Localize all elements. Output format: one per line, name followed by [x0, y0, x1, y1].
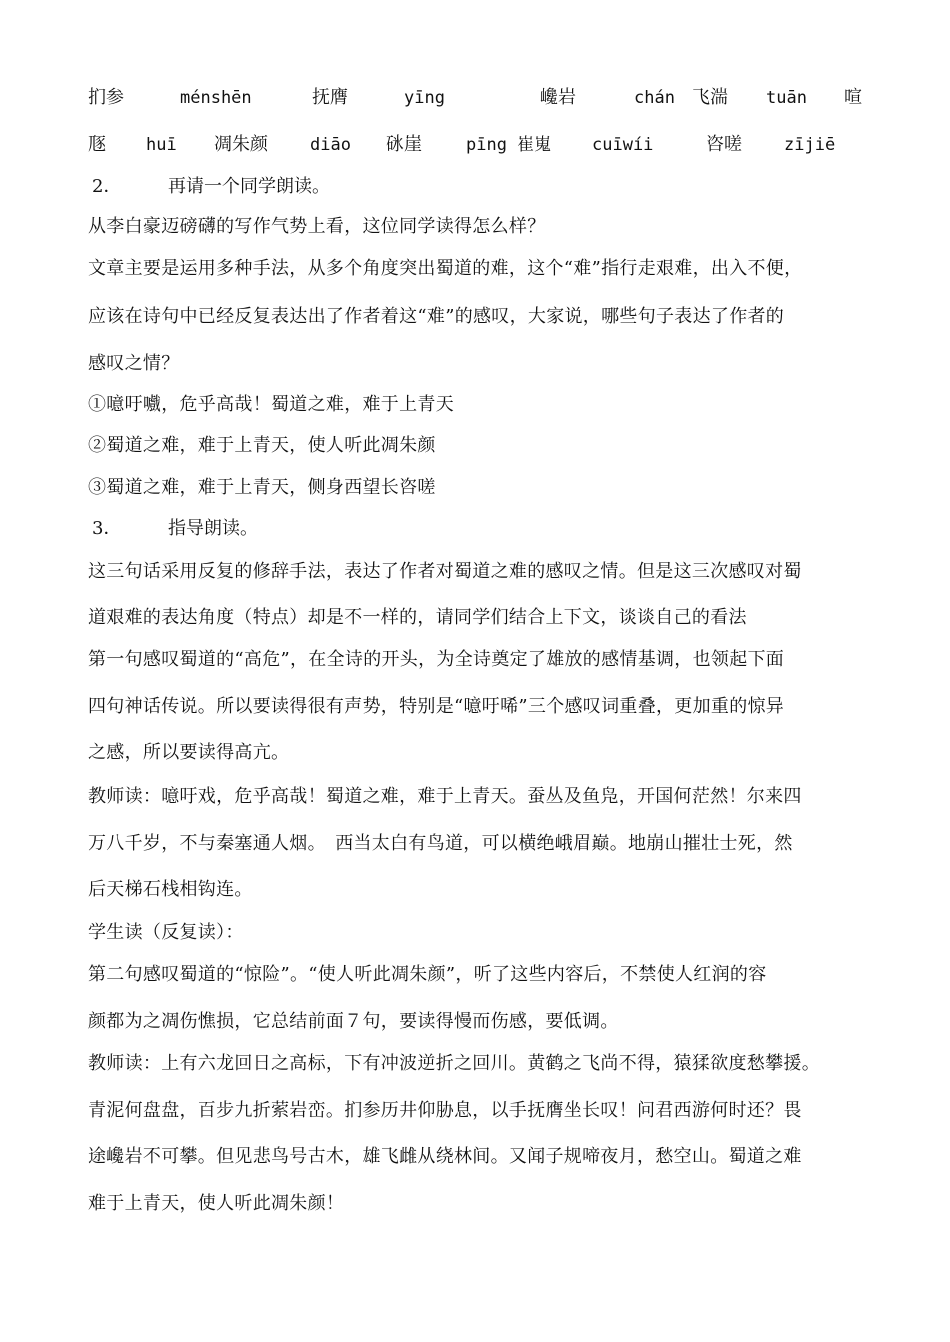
word: 凋朱颜: [214, 134, 268, 155]
paragraph-line: 文章主要是运用多种手法，从多个角度突出蜀道的难，这个“难”指行走艰难，出入不便，: [88, 258, 803, 279]
paragraph-line: 四句神话传说。所以要读得很有声势，特别是“噫吁唏”三个感叹词重叠，更加重的惊异: [88, 696, 785, 717]
paragraph-line: 应该在诗句中已经反复表达出了作者着这“难”的感叹，大家说，哪些句子表达了作者的: [88, 306, 785, 327]
paragraph-line: 感叹之情？: [88, 353, 180, 374]
pinyin: ménshēn: [180, 88, 252, 108]
step-number: 3．: [92, 518, 122, 539]
word: 砯崖: [386, 134, 422, 155]
list-item: ②蜀道之难，难于上青天，使人听此凋朱颜: [88, 435, 436, 456]
word: 抚膺: [312, 87, 348, 108]
pinyin: huī: [146, 135, 177, 155]
paragraph-line: 教师读：噫吁戏，危乎高哉！蜀道之难，难于上青天。蚕丛及鱼凫，开国何茫然！尔来四: [88, 786, 802, 807]
pinyin: cuīwíi: [592, 135, 654, 155]
pinyin: tuān: [766, 88, 807, 108]
word: 豗: [88, 134, 106, 155]
paragraph-line: 青泥何盘盘，百步九折萦岩峦。扪参历井仰胁息，以手抚膺坐长叹！问君西游何时还？畏: [88, 1100, 802, 1121]
paragraph-line: 后天梯石栈相钩连。: [88, 879, 253, 900]
word: 咨嗟: [706, 134, 742, 155]
list-item: ③蜀道之难，难于上青天，侧身西望长咨嗟: [88, 477, 436, 498]
paragraph-line: 道艰难的表达角度（特点）却是不一样的，请同学们结合上下文，谈谈自己的看法: [88, 607, 747, 628]
paragraph-line: 这三句话采用反复的修辞手法，表达了作者对蜀道之难的感叹之情。但是这三次感叹对蜀: [88, 561, 802, 582]
word: 飞湍: [692, 87, 728, 108]
paragraph-line: 途巉岩不可攀。但见悲鸟号古木，雄飞雌从绕林间。又闻子规啼夜月，愁空山。蜀道之难: [88, 1146, 802, 1167]
word: 扪参: [88, 87, 124, 108]
step-number: 2．: [92, 176, 122, 197]
word: 喧: [844, 87, 862, 108]
pinyin: chán: [634, 88, 675, 108]
paragraph-line: 难于上青天，使人听此凋朱颜！: [88, 1193, 345, 1214]
pinyin: diāo: [310, 135, 351, 155]
paragraph-line: 之感，所以要读得高亢。: [88, 742, 290, 763]
paragraph-line: 学生读（反复读）：: [88, 922, 244, 943]
step-heading: 再请一个同学朗读。: [168, 176, 330, 197]
step-heading: 指导朗读。: [168, 518, 258, 539]
question: 从李白豪迈磅礴的写作气势上看，这位同学读得怎么样？: [88, 216, 546, 237]
paragraph-line: 第二句感叹蜀道的“惊险”。“使人听此凋朱颜”，听了这些内容后，不禁使人红润的容: [88, 964, 767, 985]
paragraph-line: 第一句感叹蜀道的“高危”，在全诗的开头，为全诗奠定了雄放的感情基调，也领起下面: [88, 649, 785, 670]
pinyin: yīng: [404, 88, 445, 108]
list-item: ①噫吁嚱，危乎高哉！蜀道之难，难于上青天: [88, 394, 454, 415]
word: 巉岩: [540, 87, 576, 108]
paragraph-line: 教师读：上有六龙回日之高标，下有冲波逆折之回川。黄鹤之飞尚不得，猿猱欲度愁攀援。: [88, 1053, 820, 1074]
paragraph-line: 万八千岁，不与秦塞通人烟。 西当太白有鸟道，可以横绝峨眉巅。地崩山摧壮士死，然: [88, 833, 793, 854]
pinyin: pīng 崔嵬: [466, 135, 552, 155]
pinyin: zījiē: [784, 135, 836, 155]
paragraph-line: 颜都为之凋伤憔损，它总结前面７句，要读得慢而伤感，要低调。: [88, 1011, 619, 1032]
